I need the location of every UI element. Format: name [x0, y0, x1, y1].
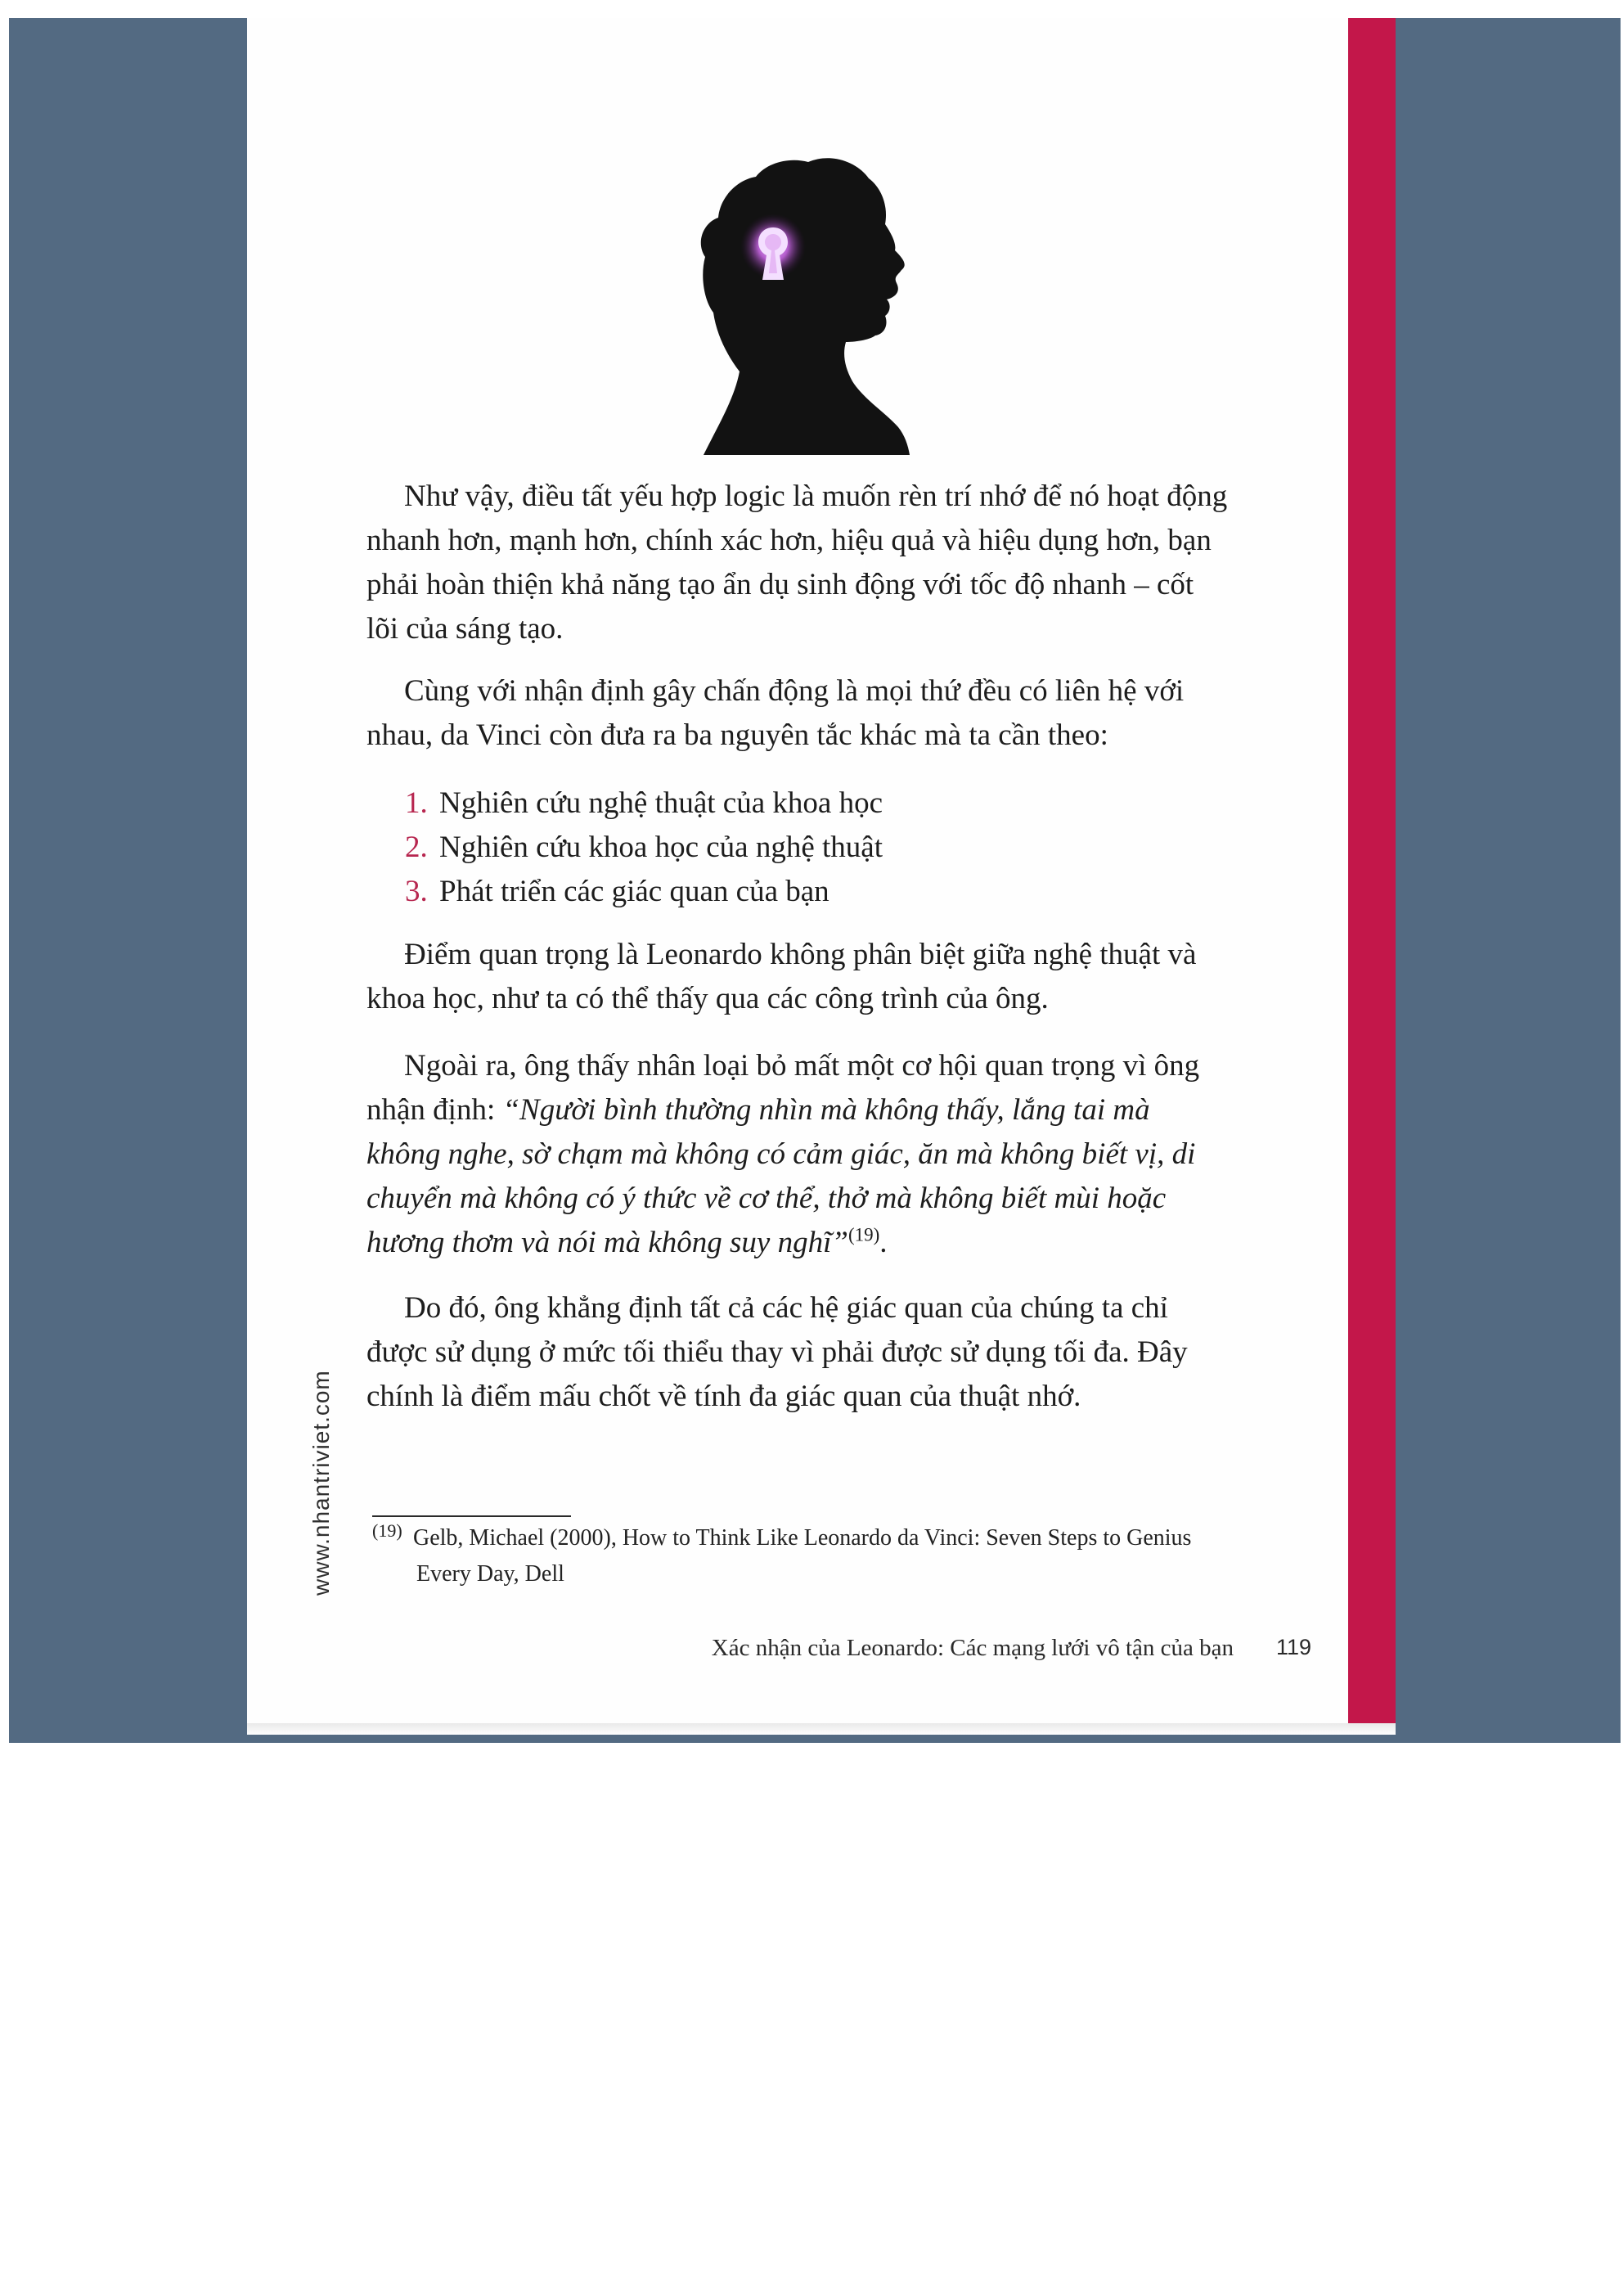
quote-lead: Ngoài ra, ông thấy nhân loại bỏ mất một cơ hội quan trọng vì ông nhận định:: [366, 1049, 1200, 1127]
footnote-reference: (19): [847, 1224, 880, 1245]
list-number: 1.: [405, 786, 428, 820]
page-edge-accent: [1348, 18, 1396, 1725]
paragraph-text: Điểm quan trọng là Leonardo không phân biệt giữa nghệ thuật và khoa học, như ta có thể thấy qua các công trình của ông.: [366, 938, 1197, 1015]
paragraph-art-science: [366, 933, 1230, 1021]
paragraph-text: Do đó, ông khẳng định tất cả các hệ giác quan của chúng ta chỉ được sử dụng ở mức tối thiểu thay vì phải được sử dụng tối đa. Đây chính là điểm mấu chốt về tính đa giác quan của thuật nhớ.: [366, 1291, 1188, 1413]
paragraph-principles-intro: [366, 669, 1230, 758]
list-item: [405, 781, 883, 826]
list-text: Nghiên cứu khoa học của nghệ thuật: [439, 831, 883, 864]
footnote: [372, 1520, 1239, 1592]
list-item: [405, 826, 883, 870]
page-number: 119: [1276, 1635, 1312, 1659]
paragraph-text: Như vậy, điều tất yếu hợp logic là muốn rèn trí nhớ để nó hoạt động nhanh hơn, mạnh hơn, chính xác hơn, hiệu quả và hiệu dụng hơn, bạn phải hoàn thiện khả năng tạo ẩn dụ sinh động với tốc độ nhanh – cốt lõi của sáng tạo.: [366, 479, 1228, 646]
footnote-line-2: Every Day, Dell: [416, 1561, 564, 1587]
footnote-line-1: (19) Gelb, Michael (2000), How to Think Like Leonardo da Vinci: Seven Steps to Genius: [372, 1519, 1192, 1551]
list-number: 2.: [405, 831, 428, 864]
paragraph-memory-metaphor: [366, 475, 1230, 651]
head-silhouette-keyhole-icon: [671, 152, 916, 455]
paragraph-text: Cùng với nhận định gây chấn động là mọi thứ đều có liên hệ với nhau, da Vinci còn đưa ra ba nguyên tắc khác mà ta cần theo:: [366, 674, 1185, 752]
list-number: 3.: [405, 875, 428, 908]
list-item: [405, 870, 883, 914]
page-bottom-edge: [247, 1723, 1396, 1735]
leonardo-quote: “Người bình thường nhìn mà không thấy, lắng tai mà không nghe, sờ chạm mà không có cảm giác, ăn mà không biết vị, di chuyển mà không có ý thức về cơ thể, thở mà không biết mùi hoặc hương thơm và nói mà không suy nghĩ”: [366, 1093, 1196, 1259]
quote-end: .: [879, 1226, 888, 1259]
running-footer-title: Xác nhận của Leonardo: Các mạng lưới vô tận của bạn: [711, 1635, 1234, 1661]
paragraph-multisensory: [366, 1286, 1230, 1419]
list-text: Phát triển các giác quan của bạn: [439, 875, 829, 908]
principles-list: [405, 781, 883, 914]
list-text: Nghiên cứu nghệ thuật của khoa học: [439, 786, 883, 820]
paragraph-leonardo-quote: [366, 1044, 1230, 1265]
paragraph-text: [366, 1044, 1230, 1265]
footnote-citation: Gelb, Michael (2000), How to Think Like Leonardo da Vinci: Seven Steps to Genius: [413, 1525, 1192, 1551]
side-website-url: www.nhantriviet.com: [308, 1370, 334, 1596]
footnote-divider: [372, 1515, 571, 1517]
